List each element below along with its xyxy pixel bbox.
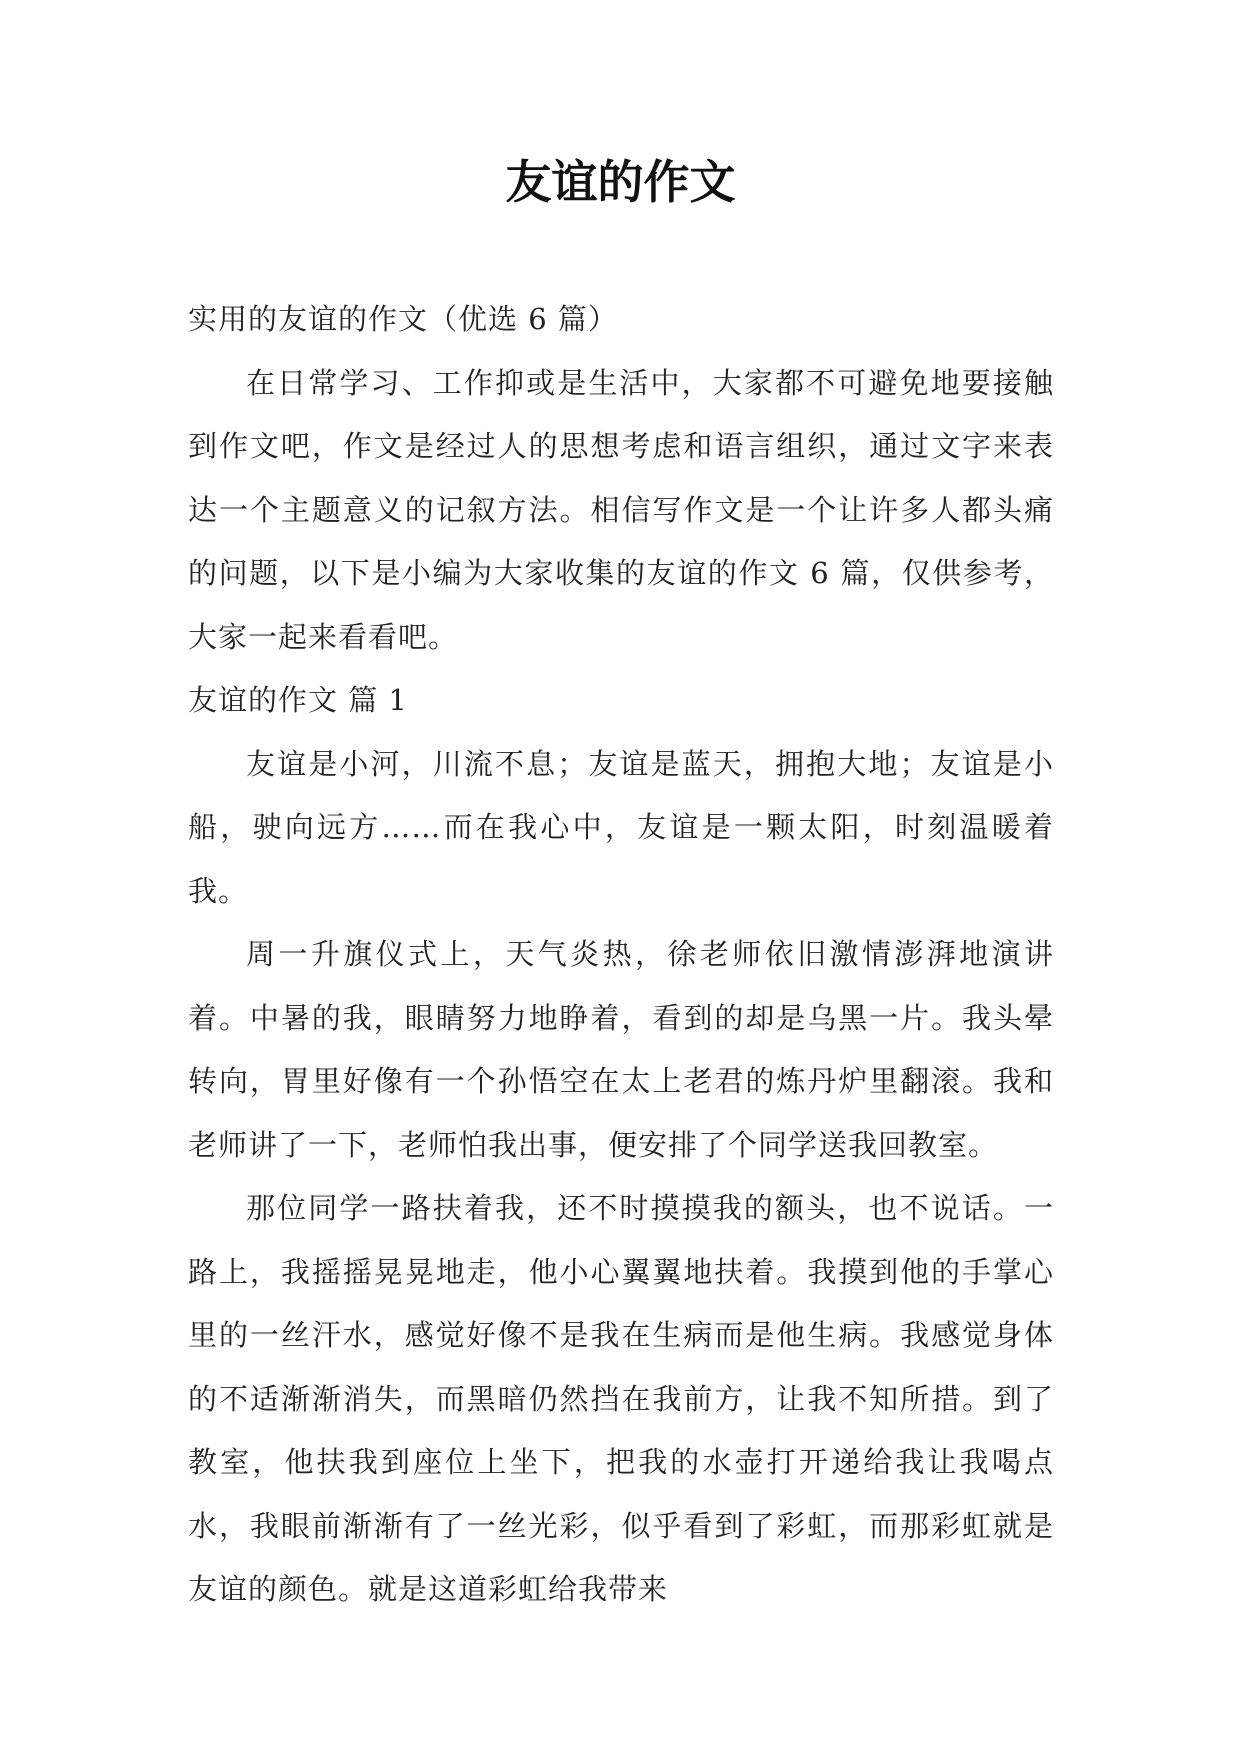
body-paragraph: 周一升旗仪式上，天气炎热，徐老师依旧激情澎湃地演讲着。中暑的我，眼睛努力地睁着，看到的却是乌黑一片。我头晕转向，胃里好像有一个孙悟空在太上老君的炼丹炉里翻滚。我和老师讲了一下，老师怕我出事，便安排了个同学送我回教室。 <box>188 937 1054 1162</box>
section-heading: 友谊的作文 篇 1 <box>188 683 408 717</box>
document-subtitle: 实用的友谊的作文（优选 6 篇） <box>188 302 618 336</box>
document-title: 友谊的作文 <box>505 155 736 209</box>
body-paragraph: 友谊是小河，川流不息；友谊是蓝天，拥抱大地；友谊是小船，驶向远方……而在我心中，友谊是一颗太阳，时刻温暖着我。 <box>188 746 1054 908</box>
body-paragraph: 那位同学一路扶着我，还不时摸摸我的额头，也不说话。一路上，我摇摇晃晃地走，他小心翼翼地扶着。我摸到他的手掌心里的一丝汗水，感觉好像不是我在生病而是他生病。我感觉身体的不适渐渐消失，而黑暗仍然挡在我前方，让我不知所措。到了教室，他扶我到座位上坐下，把我的水壶打开递给我让我喝点水，我眼前渐渐有了一丝光彩，似乎看到了彩虹，而那彩虹就是友谊的颜色。就是这道彩虹给我带来 <box>188 1191 1054 1606</box>
document-body <box>188 288 1054 1622</box>
intro-paragraph: 在日常学习、工作抑或是生活中，大家都不可避免地要接触到作文吧，作文是经过人的思想考虑和语言组织，通过文字来表达一个主题意义的记叙方法。相信写作文是一个让许多人都头痛的问题，以下是小编为大家收集的友谊的作文 6 篇，仅供参考，大家一起来看看吧。 <box>188 365 1054 654</box>
